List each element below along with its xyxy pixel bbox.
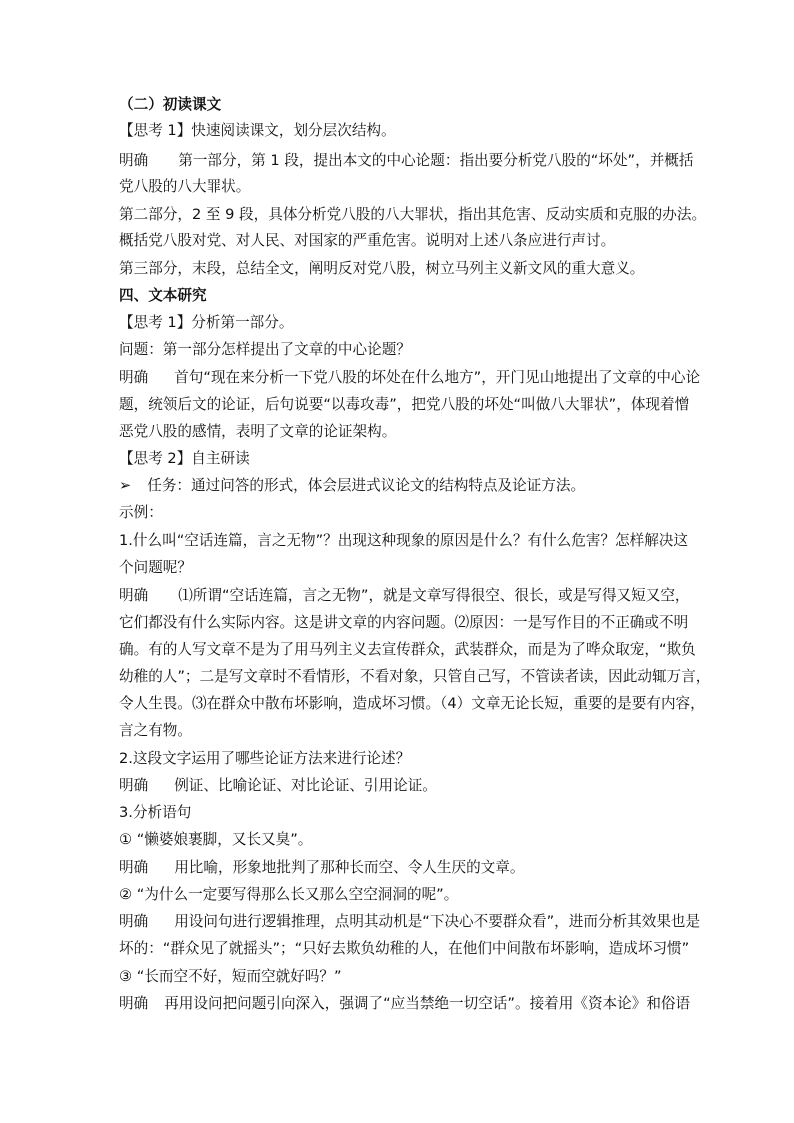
question1-line1: 1.什么叫“空话连篇，言之无物”？出现这种现象的原因是什么？有什么危害？怎样解决这: [119, 532, 689, 549]
think-prompt-1b: 【思考 1】分析第一部分。: [119, 314, 294, 331]
think-prompt-2: 【思考 2】自主研读: [119, 450, 250, 467]
answer4-line1: 用设问句进行逻辑推理，点明其动机是“下决心不要群众看”，进而分析其效果也是: [174, 913, 701, 930]
answer-line: [119, 858, 524, 878]
answer-line: [119, 368, 700, 388]
answer3-text: 用比喻，形象地批判了那种长而空、令人生厌的文章。: [174, 859, 525, 876]
question1-line2: 个问题呢？: [119, 559, 192, 576]
answer-line: [119, 586, 690, 606]
answer5-text: 再用设问把问题引向深入，强调了“应当禁绝一切空话”。接着用《资本论》和俗语: [164, 995, 691, 1012]
answer2-line3: 恶党八股的感情，表明了文章的论证架构。: [119, 423, 397, 440]
task-text: 任务：通过问答的形式，体会层进式议论文的结构特点及论证方法。: [147, 477, 586, 494]
question2-line: 2.这段文字运用了哪些论证方法来进行论述？: [119, 750, 411, 767]
part2-line1: 第二部分，2 至 9 段，具体分析党八股的八大罪状，指出其危害、反动实质和克服的办法。: [119, 206, 707, 223]
question3-line: 3.分析语句: [119, 804, 192, 821]
answer2-line1: 首句“现在来分析一下党八股的坏处在什么地方”，开门见山地提出了文章的中心论: [174, 369, 701, 386]
answer2-text: 例证、比喻论证、对比论证、引用论证。: [174, 777, 437, 794]
sentence2: ② “为什么一定要写得那么长又那么空空洞洞的呢”。: [119, 886, 459, 903]
arrow-bullet-icon: ➢: [119, 477, 132, 494]
section-heading-2: （二）初读课文: [119, 96, 222, 113]
answer1-line6: 言之有物。: [119, 722, 192, 739]
sentence1: ① “懒婆娘裹脚，又长又臭”。: [119, 831, 313, 848]
part1-line2: 党八股的八大罪状。: [119, 178, 251, 195]
example-label: 示例：: [119, 504, 163, 521]
answer-label: 明确: [119, 777, 149, 794]
answer1-line2: 它们都没有什么实际内容。这是讲文章的内容问题。⑵原因：一是写作目的不正确或不明: [119, 614, 689, 631]
answer1-line4: 幼稚的人”；二是写文章时不看情形，不看对象，只管自己写，不管读者读，因此动辄万言，: [119, 668, 711, 685]
answer-label: 明确: [119, 587, 149, 604]
answer-label: 明确: [119, 995, 149, 1012]
answer4-line2: 坏的：“群众见了就摇头”；“只好去欺负幼稚的人，在他们中间散布坏影响，造成坏习惯”: [119, 940, 690, 957]
answer1-line5: 令人生畏。⑶在群众中散布坏影响，造成坏习惯。（4）文章无论长短，重要的是要有内容，: [119, 695, 705, 712]
part2-line2: 概括党八股对党、对人民、对国家的严重危害。说明对上述八条应进行声讨。: [119, 232, 616, 249]
part1-line1: 第一部分，第 1 段，提出本文的中心论题：指出要分析党八股的“坏处”，并概括: [178, 152, 694, 169]
answer-line: [119, 912, 700, 932]
answer-line: [119, 151, 693, 171]
answer2-line2: 题，统领后文的论证，后句说要“以毒攻毒”，把党八股的坏处“叫做八大罪状”，体现着憎: [119, 396, 690, 413]
answer-line: [119, 776, 437, 796]
sentence3: ③ “长而空不好，短而空就好吗？”: [119, 968, 342, 985]
answer1-line3: 确。有的人写文章不是为了用马列主义去宣传群众，武装群众，而是为了哗众取宠，“欺负: [119, 641, 696, 658]
answer-label: 明确: [119, 859, 149, 876]
part3-line: 第三部分，末段，总结全文，阐明反对党八股，树立马列主义新文风的重大意义。: [119, 260, 645, 277]
answer-line: [119, 994, 690, 1014]
answer-label: 明确: [119, 152, 149, 169]
answer-label: 明确: [119, 369, 149, 386]
section-heading-4: 四、文本研究: [119, 287, 207, 304]
answer-label: 明确: [119, 913, 149, 930]
question-line: 问题：第一部分怎样提出了文章的中心论题？: [119, 341, 411, 358]
task-line: [119, 476, 585, 496]
answer1-line1: ⑴所谓“空话连篇，言之无物”，就是文章写得很空、很长，或是写得又短又空，: [178, 587, 690, 604]
think-prompt-1a: 【思考 1】快速阅读课文，划分层次结构。: [119, 122, 396, 139]
